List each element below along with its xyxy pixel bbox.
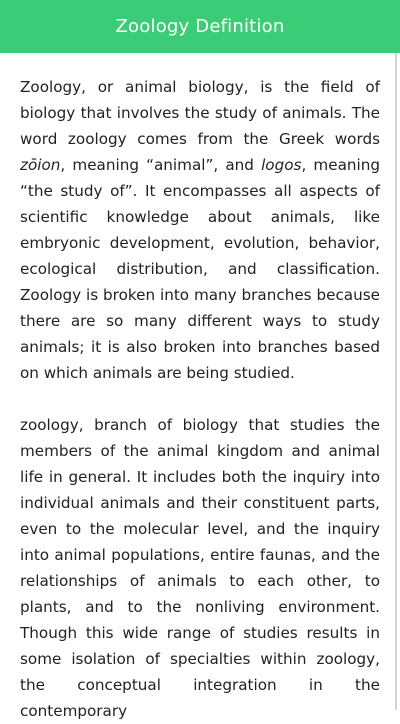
- article-body: [20, 74, 380, 724]
- greek-term-logos: logos: [261, 156, 302, 174]
- app-bar: [0, 0, 400, 53]
- definition-text-part1: Zoology, or animal biology, is the field of biology that involves the study of animals. The word zoology comes from the Greek words: [20, 78, 380, 148]
- definition-text-part2: , meaning “animal”, and: [60, 156, 262, 174]
- content-card[interactable]: [0, 53, 397, 720]
- definition-paragraph: [20, 74, 380, 386]
- page-title: Zoology Definition: [115, 16, 285, 37]
- greek-term-zoion: zōion: [20, 156, 61, 174]
- definition-text-part3: , meaning “the study of”. It encompasses all aspects of scientific knowledge about animals, like embryonic development, evolution, behavior, ecological distribution, and classification. Zoology is broken into many branches because there are so many different ways to study animals; it is also broken into branches based on which animals are being studied.: [20, 156, 380, 382]
- paragraph-spacer: [20, 386, 380, 412]
- branch-paragraph: zoology, branch of biology that studies the members of the animal kingdom and animal life in general. It includes both the inquiry into individual animals and their constituent parts, even to the molecular level, and the inquiry into animal populations, entire faunas, and the relationships of animals to each other, to plants, and to the nonliving environment. Though this wide range of studies results in some isolation of specialties within zoology, the conceptual integration in the contemporary: [20, 416, 380, 720]
